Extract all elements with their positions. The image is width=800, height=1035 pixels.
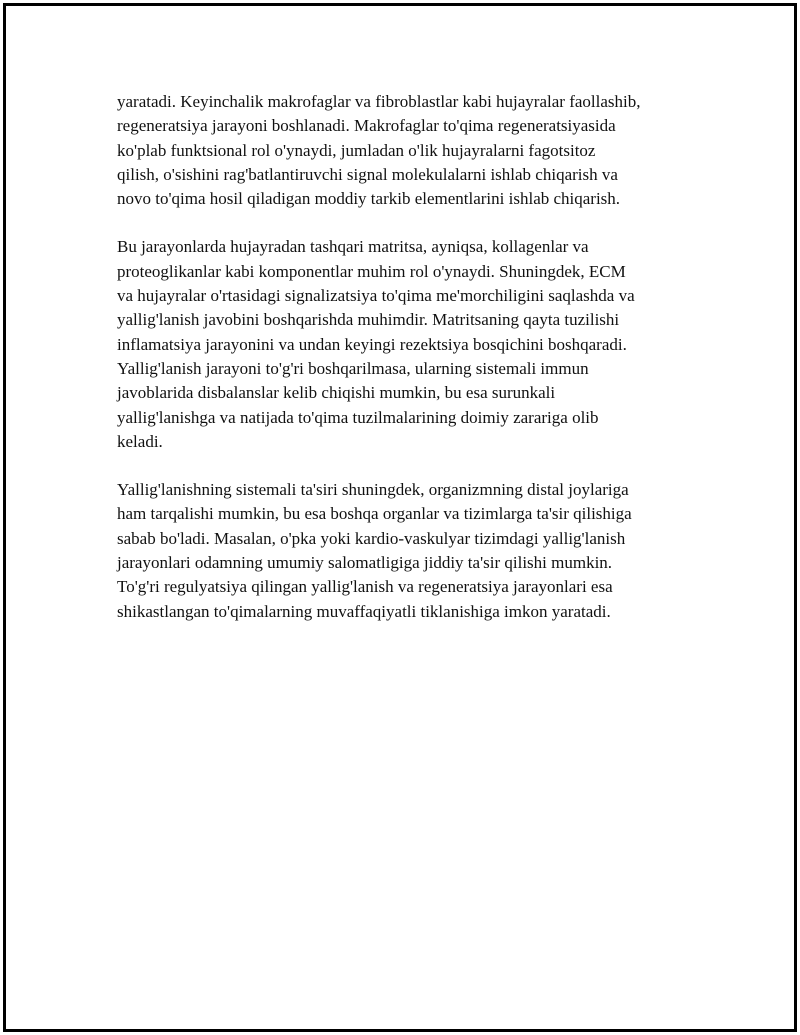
document-body (117, 90, 717, 648)
text-line: javoblarida disbalanslar kelib chiqishi mumkin, bu esa surunkali (117, 383, 556, 403)
text-line: yallig'lanishga va natijada to'qima tuzilmalarining doimiy zarariga olib (117, 407, 599, 427)
text-line: Yallig'lanish jarayoni to'g'ri boshqarilmasa, ularning sistemali immun (117, 358, 589, 378)
text-line: Yallig'lanishning sistemali ta'siri shuningdek, organizmning distal joylariga (117, 480, 629, 500)
text-line: To'g'ri regulyatsiya qilingan yallig'lanish va regeneratsiya jarayonlari esa (117, 577, 613, 597)
text-line: yaratadi. Keyinchalik makrofaglar va fibroblastlar kabi hujayralar faollashib, (117, 92, 641, 111)
text-line: inflamatsiya jarayonini va undan keyingi rezektsiya bosqichini boshqaradi. (117, 334, 627, 354)
text-line: Bu jarayonlarda hujayradan tashqari matritsa, ayniqsa, kollagenlar va (117, 237, 589, 257)
text-line: yallig'lanish javobini boshqarishda muhimdir. Matritsaning qayta tuzilishi (117, 310, 620, 330)
text-line: proteoglikanlar kabi komponentlar muhim rol o'ynaydi. Shuningdek, ECM (117, 261, 626, 281)
text-line: sabab bo'ladi. Masalan, o'pka yoki kardio-vaskulyar tizimdagi yallig'lanish (117, 528, 626, 548)
paragraph-3 (117, 478, 717, 624)
text-line: shikastlangan to'qimalarning muvaffaqiyatli tiklanishiga imkon yaratadi. (117, 601, 611, 621)
text-line: keladi. (117, 431, 163, 451)
paragraph-2 (117, 235, 717, 454)
text-line: regeneratsiya jarayoni boshlanadi. Makrofaglar to'qima regeneratsiyasida (117, 116, 616, 136)
text-line: va hujayralar o'rtasidagi signalizatsiya to'qima me'morchiligini saqlashda va (117, 286, 635, 306)
text-line: novo to'qima hosil qiladigan moddiy tarkib elementlarini ishlab chiqarish. (117, 189, 621, 209)
text-line: ko'plab funktsional rol o'ynaydi, jumladan o'lik hujayralarni fagotsitoz (117, 140, 596, 160)
text-line: ham tarqalishi mumkin, bu esa boshqa organlar va tizimlarga ta'sir qilishiga (117, 504, 632, 524)
text-line: jarayonlari odamning umumiy salomatligiga jiddiy ta'sir qilishi mumkin. (117, 553, 613, 573)
paragraph-1 (117, 90, 717, 211)
text-line: qilish, o'sishini rag'batlantiruvchi signal molekulalarni ishlab chiqarish va (117, 164, 618, 184)
